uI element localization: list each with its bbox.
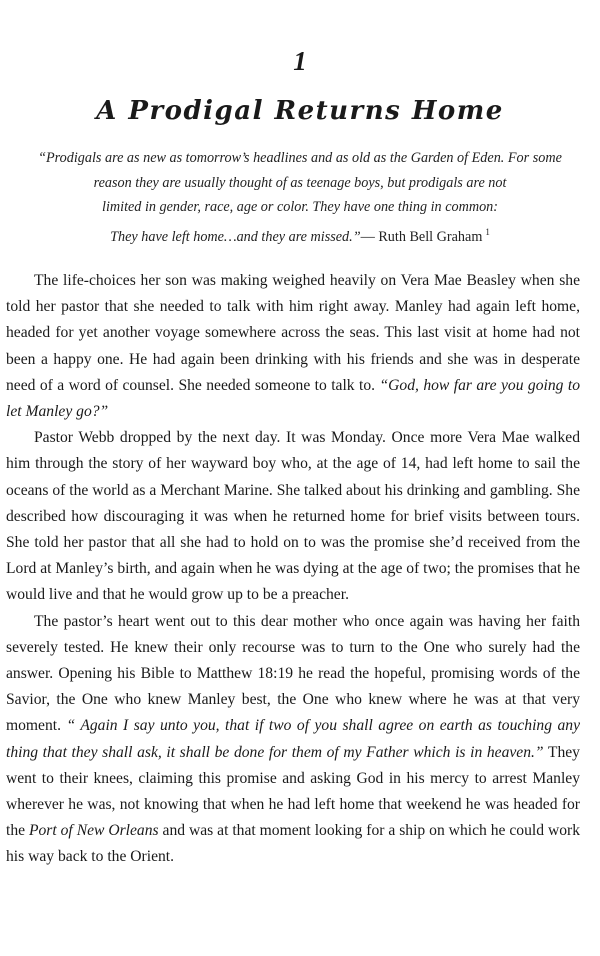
- epigraph-line: “Prodigals are as new as tomorrow’s headlines and as old as the Garden of Eden. For some: [38, 150, 562, 166]
- epigraph-line: They have left home…and they are missed.”: [110, 228, 361, 245]
- scripture-quote: “ Again I say unto you, that if two of you shall agree on earth as touching any thing that they shall ask, it shall be done for them of my Father which is in heaven.”: [6, 717, 581, 761]
- paragraph-1: [6, 268, 580, 425]
- epigraph-last-line: [0, 220, 600, 250]
- paragraph-text: They went to their knees, claiming this promise and asking God in his mercy to arrest Manley wherever he was, not knowing that when he had left home that weekend he was headed for the: [6, 743, 580, 840]
- paragraph-2: [6, 425, 580, 608]
- paragraph-text: The life-choices her son was making weighed heavily on Vera Mae Beasley when she told her pastor that she needed to talk with him right away. Manley had again left home, headed for yet another voyage somewhere across the seas. This last visit at home had not been a happy one. He had again been drinking with his friends and she was in desperate need of a word of counsel. She needed someone to talk to.: [6, 272, 580, 394]
- epigraph: [0, 146, 600, 249]
- paragraph-3: [6, 609, 580, 871]
- chapter-number: 1: [293, 46, 307, 76]
- paragraph-text: Pastor Webb dropped by the next day. It was Monday. Once more Vera Mae walked him through the story of her wayward boy who, at the age of 14, had left home to sail the oceans of the world as a Merchant Marine. She talked about his drinking and gambling. She described how discouraging it was when he returned home for brief visits between tours. She told her pastor that all she had to hold on to was the promise she’d received from the Lord at Manley’s birth, and again when he was dying at the age of two; the promises that he would live and that he would grow up to be a preacher.: [6, 429, 580, 604]
- prayer-quote: “God, how far are you going to let Manley go?”: [6, 376, 580, 421]
- chapter-body: [6, 268, 580, 871]
- paragraph-text: The pastor’s heart went out to this dear mother who once again was having her faith severely tested. He knew their only recourse was to turn to the One who surely had the answer. Opening his Bible to Matthew 18:19 he read the hopeful, promising words of the Savior, the One who knew Manley best, the One who knew where he was at that very moment.: [6, 612, 580, 735]
- paragraph-text: and was at that moment looking for a ship on which he could work his way back to the Orient.: [6, 822, 580, 866]
- epigraph-line: reason they are usually thought of as teenage boys, but prodigals are not: [93, 174, 507, 191]
- place-name: Port of New Orleans: [28, 822, 159, 840]
- chapter-title: A Prodigal Returns Home: [96, 96, 504, 126]
- epigraph-line: limited in gender, race, age or color. They have one thing in common:: [102, 199, 498, 216]
- footnote-marker: 1: [485, 226, 490, 237]
- epigraph-attribution: — Ruth Bell Graham: [360, 228, 483, 245]
